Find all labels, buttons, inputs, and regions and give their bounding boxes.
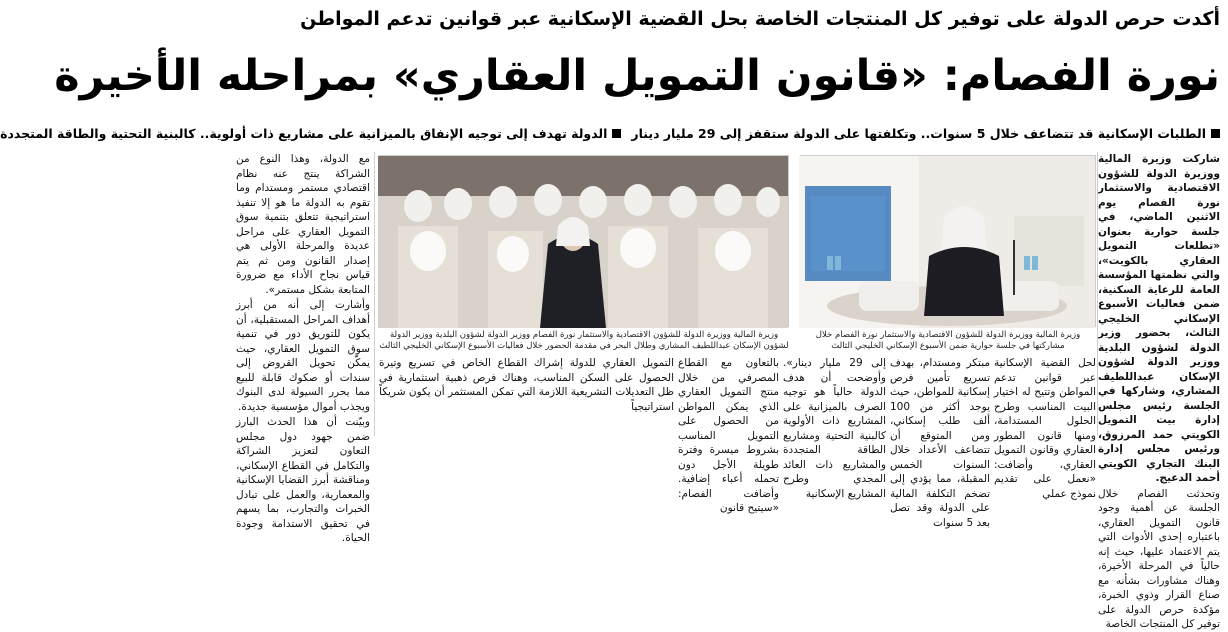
column-left-body-1: مع الدولة، وهذا النوع من الشراكة ينتج عنه نظام اقتصادي مستمر ومستدام وما تقوم به الدولة ما هو إلا تنفيذ استراتيجية تتعلق بتنمية سوق التمويل العقاري على مراحل عديدة والمرحلة الأولى هي إصدار القانون ومن ثم يتم قياس نجاح الأداء مع ضرورة المتابعة بشكل مستمر». xyxy=(236,153,370,296)
column-divider xyxy=(374,152,375,436)
article-headline: نورة الفصام: «قانون التمويل العقاري» بمراحله الأخيرة xyxy=(54,51,1220,101)
subhead-2 xyxy=(0,126,621,141)
photo-minister-caption: وزيرة المالية ووزيرة الدولة للشؤون الاقتصادية والاستثمار نورة الفصام خلال مشاركتها في جلسة حوارية ضمن الأسبوع الإسكاني الخليجي الثالث xyxy=(815,330,1081,351)
column-right-lead: شاركت وزيرة المالية ووزيرة الدولة للشؤون الاقتصادية والاستثمار نورة الفصام يوم الاثنين الماضي، في جلسة حوارية بعنوان «تطلعات التمويل العقاري بالكويت»، والتي نظمتها المؤسسة العامة للرعاية السكنية، ضمن فعاليات الأسبوع الإسكاني الخليجي الثالث، بحضور وزير الدولة لشؤون البلدية ووزير الدولة لشؤون الإسكان عبداللطيف المشاري، وشاركها في الجلسة رئيس مجلس إدارة بيت التمويل الكويتي حمد المرزوق، ورئيس مجلس إدارة البنك التجاري الكويتي أحمد الدعيج. xyxy=(1098,153,1220,484)
subhead-2-text: الدولة تهدف إلى توجيه الإنفاق بالميزانية على مشاريع ذات أولوية.. كالبنية التحتية والطاقة المتجددة xyxy=(0,125,608,141)
bottom-column-4: بالتعاون مع القطاع المصرفي من خلال منتج التمويل العقاري الذي يمكن المواطن من الحصول على التمويل المناسب بشروط ميسرة وفترة طويلة الأجل دون تحمله أعباء إضافية. وأضافت الفصام: «سيتيح قانون xyxy=(678,357,779,514)
column-left-body-3: وبيّنت أن هذا الحدث البارز ضمن جهود دول مجلس التعاون لتعزيز الشراكة والتكامل في القطاع الإسكاني، ومناقشة أبرز القضايا الإسكانية والمعمارية، والعمل على تبادل الخبرات والتجارب، بما يسهم في تحقيق الاستدامة وجودة الحياة. xyxy=(236,416,370,544)
column-right-body: وتحدثت الفصام خلال الجلسة عن أهمية وجود قانون التمويل العقاري، باعتباره إحدى الأدوات التي يتم الاعتماد عليها، حيث إنه حالياً في المرحلة الأخيرة، وهناك مشاورات بشأنه مع صناع القرار وذوي الخبرة، مؤكدة حرص الدولة على توفير كل المنتجات الخاصة xyxy=(1098,487,1220,630)
photo-audience-illustration xyxy=(378,156,788,328)
photo-minister-panel xyxy=(800,155,1096,327)
article-kicker: أكدت حرص الدولة على توفير كل المنتجات الخاصة بحل القضية الإسكانية عبر قوانين تدعم المواطن xyxy=(300,8,1220,30)
column-left-body-2: وأشارت إلى أنه من أبرز أهداف المراحل المستقبلية، أن يكون للتوريق دور في تنمية سوق التمويل العقاري، حيث يمكّن تحويل القروض إلى سندات أو صكوك قابلة للبيع مما يحرر السيولة لدى البنوك ويجذب أموال مؤسسية جديدة. xyxy=(236,299,370,413)
column-divider xyxy=(1097,152,1098,436)
photo-minister-panel-illustration xyxy=(799,156,1095,328)
subhead-1-text: الطلبات الإسكانية قد تتضاعف خلال 5 سنوات.. وتكلفتها على الدولة ستقفز إلى 29 مليار دينار xyxy=(631,125,1206,141)
bottom-column-3: إلى 29 مليار دينار». وأوضحت أن هدف الدولة حالياً هو توجيه الصرف بالميزانية على المشاريع ذات الأولوية كالبنية التحتية ومشاريع الطاقة المتجددة والمشاريع ذات العائد المجدي وطرح المشاريع الإسكانية xyxy=(783,357,886,500)
bullet-square-icon xyxy=(1211,129,1220,138)
bottom-column-1: لحل القضية الإسكانية عبر قوانين تدعم المواطن وتتيح له اختيار البيت المناسب وطرح الحلول المستدامة، ومنها قانون المطور العقاري وقانون التمويل العقاري، وأضافت: «نعمل على تقديم نموذج عملي xyxy=(994,357,1096,500)
bullet-square-icon xyxy=(612,129,621,138)
bottom-column-2: مبتكر ومستدام، بهدف تسريع تأمين فرص إسكانية للمواطن، حيث يوجد أكثر من 100 ألف طلب إسكاني، ومن المتوقع أن تتضاعف الأعداد خلال السنوات الخمس المقبلة، مما يؤدي إلى تضخم التكلفة المالية على الدولة وقد تصل بعد 5 سنوات xyxy=(890,357,990,529)
photo-audience-caption: وزيرة المالية ووزيرة الدولة للشؤون الاقتصادية والاستثمار نورة الفصام ووزير الدولة لشؤون البلدية ووزير الدولة لشؤون الإسكان عبداللطيف المشاري وطلال البحر في مقدمة الحضور خلال فعاليات الأسبوع الإسكاني الخليجي الثالث xyxy=(379,330,789,351)
column-left xyxy=(236,152,370,544)
column-right xyxy=(1098,152,1220,630)
photo-audience xyxy=(379,155,789,327)
subhead-1 xyxy=(631,126,1220,141)
bottom-column-5: التمويل العقاري للدولة إشراك القطاع الخاص في تسريع وتيرة الحصول على السكن المناسب، وهناك فرص ذهبية استثمارية في ظل التعديلات التشريعية اللازمة التي تمكن المستثمر أن يكون شريكاً استراتيجياً xyxy=(379,357,674,413)
subheads-bar xyxy=(0,120,1220,146)
